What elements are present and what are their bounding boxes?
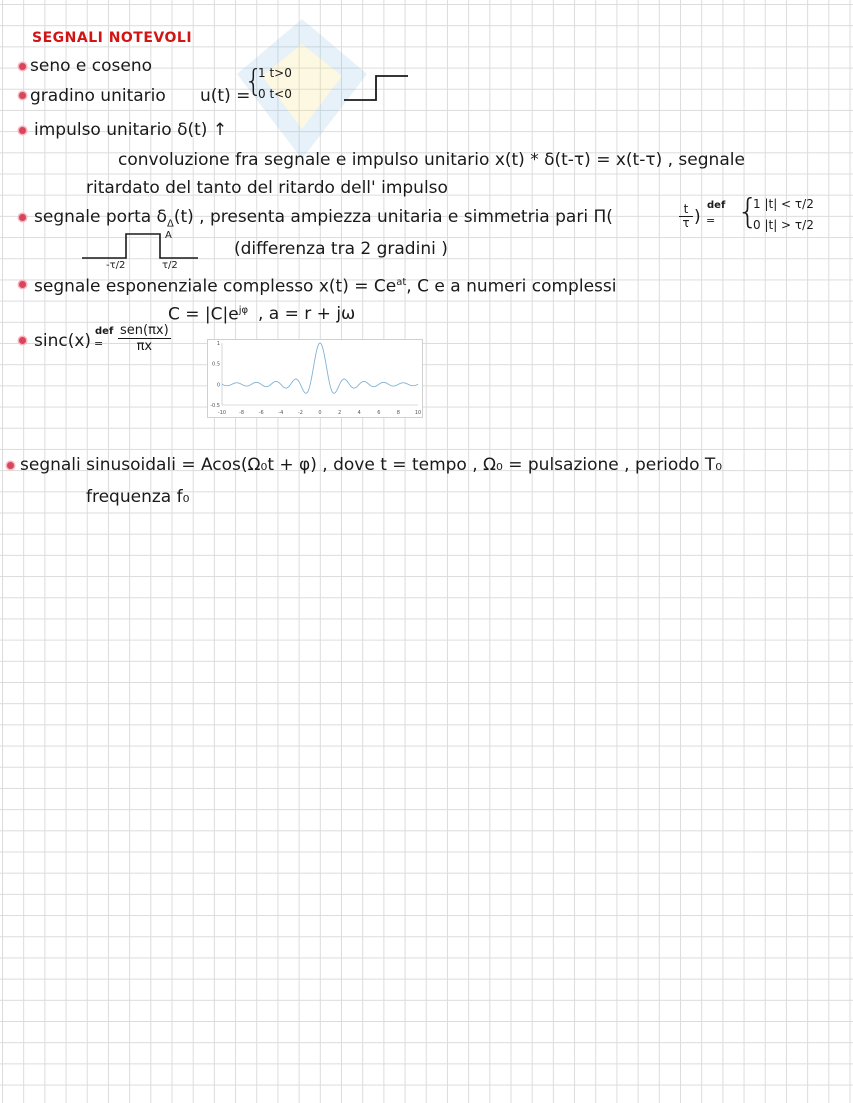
x-tick-label: 6	[377, 410, 381, 416]
porta-case-1: 1 |t| < τ/2	[753, 197, 814, 211]
x-tick-label: 2	[338, 410, 342, 416]
sinc-plot	[208, 340, 422, 417]
x-tick-label: 10	[414, 410, 422, 416]
x-tick-label: -10	[217, 410, 227, 416]
def-label: def	[707, 200, 726, 211]
line-esponenziale: segnale esponenziale complesso $x(t) = Ce^{at}$, C e a numeri complessi	[34, 276, 617, 297]
c-definition: $C = |C|e^{j\varphi}$	[168, 304, 249, 325]
bullet-icon	[19, 281, 26, 288]
line-frequenza: frequenza f₀	[86, 487, 190, 507]
y-tick-label: 1	[216, 341, 220, 347]
line-ritardato: ritardato del tanto del ritardo dell' impulso	[86, 178, 448, 198]
bullet-icon	[19, 127, 26, 134]
sinc-chart	[207, 339, 423, 418]
x-tick-label: 4	[357, 410, 361, 416]
gradino-case-2: 0 t<0	[258, 87, 292, 101]
porta-close-paren: )	[694, 207, 701, 227]
x-tick-label: -8	[239, 410, 245, 416]
line-convoluzione: convoluzione fra segnale e impulso unitario x(t) * δ(t-τ) = x(t-τ) , segnale	[118, 150, 745, 170]
bullet-icon	[19, 337, 26, 344]
equals-sign: =	[94, 337, 104, 350]
a-definition: , a = r + jω	[258, 304, 356, 324]
bullet-icon	[19, 92, 26, 99]
brace-icon: {	[737, 192, 759, 232]
pulse-label-right: τ/2	[162, 260, 178, 271]
porta-note: (differenza tra 2 gradini )	[234, 239, 448, 259]
x-tick-label: -4	[278, 410, 284, 416]
sinc-fraction: sen(πx) πx	[120, 323, 169, 354]
step-graph-icon	[342, 74, 410, 104]
sinc-label: sinc(x)	[34, 331, 92, 351]
x-tick-label: 8	[396, 410, 400, 416]
line-seno: seno e coseno	[30, 56, 152, 76]
line-sinusoidali: segnali sinusoidali = Acos(Ω₀t + φ) , dove t = tempo , Ω₀ = pulsazione , periodo T₀	[20, 455, 723, 475]
bullet-icon	[7, 462, 14, 469]
pulse-label-a: A	[165, 230, 172, 241]
y-tick-label: 0	[216, 382, 220, 389]
equals-sign: =	[706, 214, 716, 227]
bullet-icon	[19, 214, 26, 221]
gradino-formula: u(t) =	[200, 86, 251, 106]
page-title: SEGNALI NOTEVOLI	[32, 30, 193, 46]
y-tick-label: -0.5	[210, 403, 220, 409]
def-label: def	[95, 326, 114, 337]
line-impulso: impulso unitario δ(t) ↑	[34, 120, 228, 140]
x-tick-label: -2	[297, 410, 303, 416]
y-tick-label: 0.5	[212, 361, 220, 368]
porta-fraction: $\frac{t}{\tau}$	[679, 203, 693, 230]
pulse-label-left: -τ/2	[106, 260, 126, 271]
sinc-series-line	[222, 343, 418, 393]
line-gradino: gradino unitario	[30, 86, 166, 106]
bullet-icon	[19, 63, 26, 70]
line-porta: segnale porta $\delta_\Delta(t)$ , presenta ampiezza unitaria e simmetria pari Π(	[34, 207, 613, 230]
rect-pulse-graph-icon	[80, 230, 200, 274]
porta-case-2: 0 |t| > τ/2	[753, 218, 814, 232]
gradino-case-1: 1 t>0	[258, 66, 292, 80]
brace-icon: {	[244, 64, 264, 99]
x-tick-label: 0	[318, 410, 322, 416]
x-tick-label: -6	[258, 410, 264, 416]
